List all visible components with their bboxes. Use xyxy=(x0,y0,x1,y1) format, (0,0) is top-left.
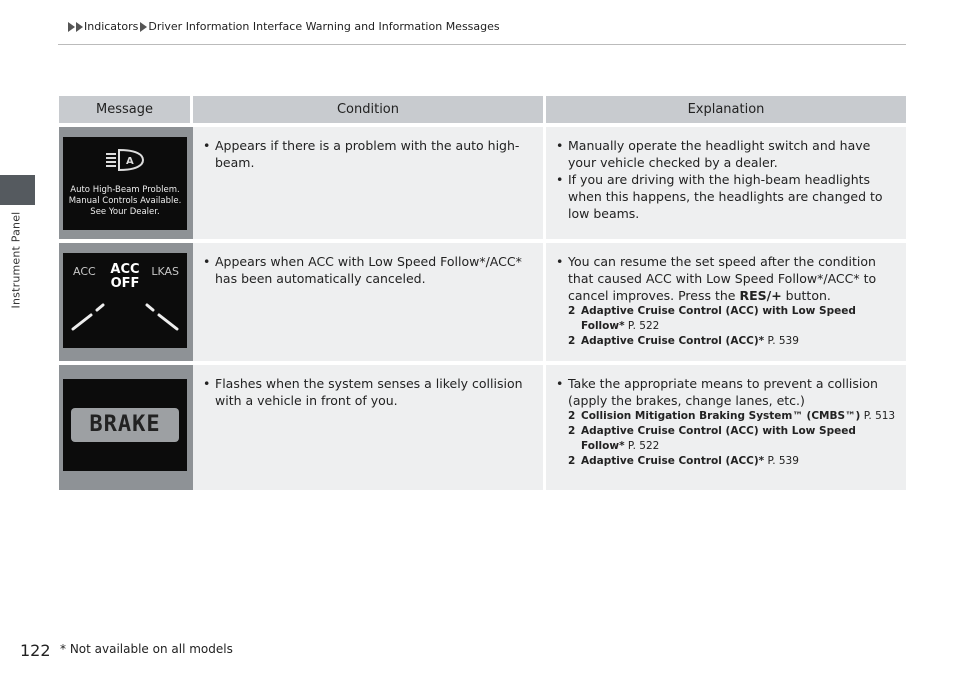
breadcrumb xyxy=(68,20,500,33)
list-item: • Take the appropriate means to prevent a collision (apply the brakes, change lanes, etc.) xyxy=(556,376,878,408)
auto-high-beam-screen xyxy=(63,137,187,230)
auto-high-beam-text: Auto High-Beam Problem. Manual Controls Available. See Your Dealer. xyxy=(68,185,182,217)
cross-reference-link[interactable]: 2 Adaptive Cruise Control (ACC) with Low Speed Follow* P. 522 xyxy=(568,425,856,452)
brake-screen xyxy=(63,379,187,471)
table-row xyxy=(59,239,906,361)
cross-reference-link[interactable]: 2 Adaptive Cruise Control (ACC) with Low Speed Follow* P. 522 xyxy=(568,305,856,332)
list-item: • Appears when ACC with Low Speed Follow*/ACC* has been automatically canceled. xyxy=(203,254,522,286)
table-row xyxy=(59,123,906,239)
acc-off-screen: ACC LKAS ACC OFF xyxy=(63,253,187,348)
breadcrumb-arrow-icon xyxy=(76,22,83,32)
message-image-cell xyxy=(59,123,193,239)
svg-text:A: A xyxy=(126,156,134,167)
explanation-cell xyxy=(546,239,906,361)
breadcrumb-arrow-icon xyxy=(140,22,147,32)
message-image-cell xyxy=(59,239,193,361)
explanation-cell xyxy=(546,361,906,490)
brake-warning-label: BRAKE xyxy=(71,408,179,442)
page-number: 122 xyxy=(20,641,51,660)
footnote: * Not available on all models xyxy=(60,642,233,656)
condition-cell xyxy=(193,239,546,361)
reference-arrow-icon: 2 xyxy=(568,410,576,422)
reference-arrow-icon: 2 xyxy=(568,305,576,317)
column-header-condition: Condition xyxy=(193,96,546,123)
column-header-message: Message xyxy=(59,96,193,123)
reference-arrow-icon: 2 xyxy=(568,455,576,467)
side-tab-marker xyxy=(0,175,35,205)
breadcrumb-item-current: Driver Information Interface Warning and Information Messages xyxy=(148,20,500,33)
message-table xyxy=(59,96,906,490)
column-header-explanation: Explanation xyxy=(546,96,906,123)
cross-reference-link[interactable]: 2 Adaptive Cruise Control (ACC)* P. 539 xyxy=(568,335,799,347)
lane-lines-icon xyxy=(63,253,187,348)
reference-arrow-icon: 2 xyxy=(568,335,576,347)
list-item: • You can resume the set speed after the condition that caused ACC with Low Speed Follow*/ACC* to cancel improves. Press the RES/+ button. xyxy=(556,254,877,303)
cross-reference-link[interactable]: 2 Collision Mitigation Braking System™ (CMBS™) P. 513 xyxy=(568,410,896,422)
list-item: • Appears if there is a problem with the auto high-beam. xyxy=(203,138,520,170)
table-row xyxy=(59,361,906,490)
cross-reference-link[interactable]: 2 Adaptive Cruise Control (ACC)* P. 539 xyxy=(568,455,799,467)
condition-cell xyxy=(193,361,546,490)
header-divider xyxy=(58,44,906,45)
list-item: • Manually operate the headlight switch and have your vehicle checked by a dealer. xyxy=(556,138,871,170)
reference-arrow-icon: 2 xyxy=(568,425,576,437)
auto-high-beam-icon xyxy=(63,137,187,183)
acc-off-label: ACC OFF xyxy=(110,262,140,291)
res-button-name: RES/+ xyxy=(739,288,782,303)
explanation-cell xyxy=(546,123,906,239)
side-section-label: Instrument Panel xyxy=(9,211,23,309)
breadcrumb-arrow-icon xyxy=(68,22,75,32)
list-item: • If you are driving with the high-beam headlights when this happens, the headlights are changed to low beams. xyxy=(556,172,883,221)
condition-cell xyxy=(193,123,546,239)
table-header-row xyxy=(59,96,906,123)
breadcrumb-item-indicators[interactable]: Indicators xyxy=(84,20,139,33)
list-item: • Flashes when the system senses a likely collision with a vehicle in front of you. xyxy=(203,376,523,408)
message-image-cell xyxy=(59,361,193,490)
